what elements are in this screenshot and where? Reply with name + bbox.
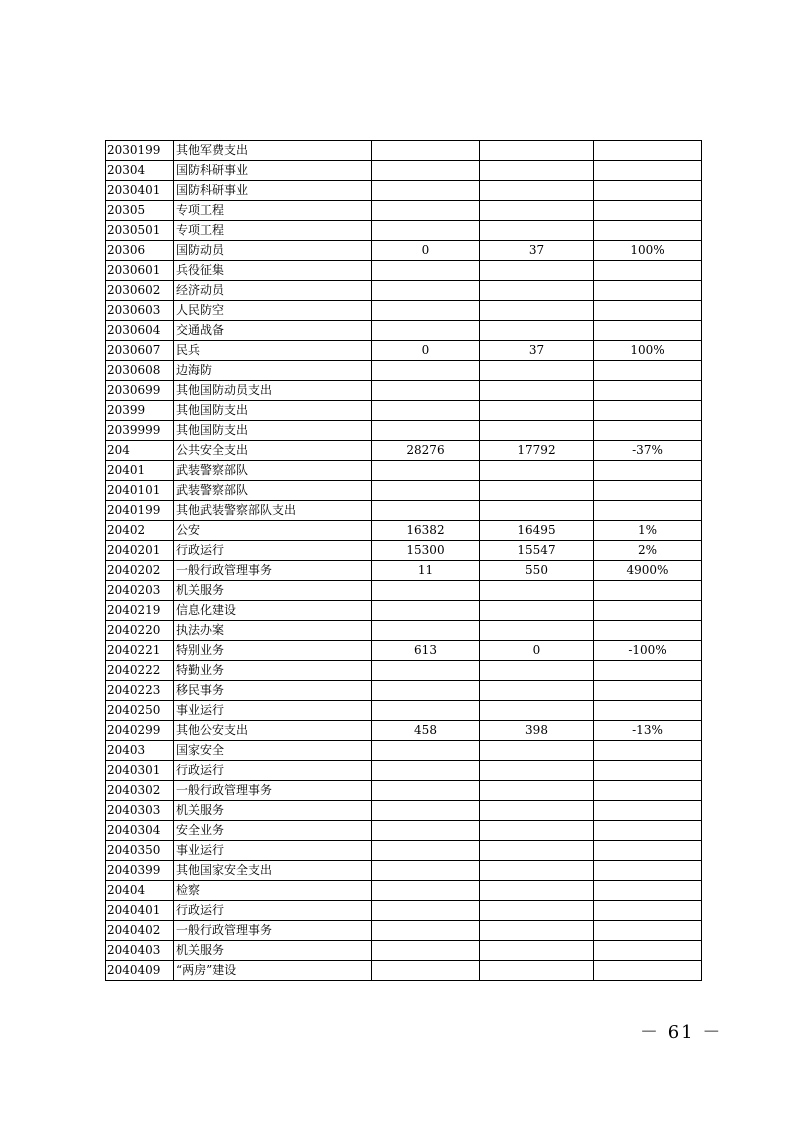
percent-cell (594, 741, 702, 761)
code-cell: 20402 (106, 521, 174, 541)
value-cell-1 (372, 961, 480, 981)
name-cell: 其他国防支出 (174, 421, 372, 441)
value-cell-1: 458 (372, 721, 480, 741)
value-cell-1 (372, 581, 480, 601)
code-cell: 2030199 (106, 141, 174, 161)
value-cell-2 (480, 361, 594, 381)
value-cell-2 (480, 221, 594, 241)
code-cell: 20399 (106, 401, 174, 421)
value-cell-1 (372, 281, 480, 301)
code-cell: 2040221 (106, 641, 174, 661)
value-cell-2 (480, 941, 594, 961)
table-row (106, 561, 702, 581)
table-row (106, 961, 702, 981)
code-cell: 20401 (106, 461, 174, 481)
name-cell: 其他公安支出 (174, 721, 372, 741)
percent-cell (594, 661, 702, 681)
table-row (106, 681, 702, 701)
percent-cell (594, 921, 702, 941)
value-cell-1: 613 (372, 641, 480, 661)
code-cell: 20404 (106, 881, 174, 901)
percent-cell (594, 601, 702, 621)
percent-cell (594, 361, 702, 381)
table-row (106, 801, 702, 821)
value-cell-1 (372, 621, 480, 641)
percent-cell (594, 961, 702, 981)
value-cell-1 (372, 161, 480, 181)
value-cell-2 (480, 321, 594, 341)
percent-cell (594, 461, 702, 481)
percent-cell (594, 141, 702, 161)
table-row (106, 381, 702, 401)
name-cell: 事业运行 (174, 841, 372, 861)
percent-cell: 2% (594, 541, 702, 561)
value-cell-2: 15547 (480, 541, 594, 561)
name-cell: 武装警察部队 (174, 461, 372, 481)
table-row (106, 341, 702, 361)
name-cell: 人民防空 (174, 301, 372, 321)
code-cell: 2040401 (106, 901, 174, 921)
table-row (106, 721, 702, 741)
value-cell-2 (480, 801, 594, 821)
value-cell-2 (480, 401, 594, 421)
value-cell-2 (480, 161, 594, 181)
table-row (106, 361, 702, 381)
name-cell: 特勤业务 (174, 661, 372, 681)
name-cell: 一般行政管理事务 (174, 781, 372, 801)
name-cell: 机关服务 (174, 801, 372, 821)
percent-cell (594, 421, 702, 441)
table-row (106, 241, 702, 261)
code-cell: 2040303 (106, 801, 174, 821)
table-row (106, 761, 702, 781)
code-cell: 20403 (106, 741, 174, 761)
value-cell-2 (480, 901, 594, 921)
name-cell: 其他国家安全支出 (174, 861, 372, 881)
percent-cell: 100% (594, 341, 702, 361)
value-cell-2 (480, 581, 594, 601)
value-cell-2 (480, 501, 594, 521)
code-cell: 2040399 (106, 861, 174, 881)
name-cell: 其他军费支出 (174, 141, 372, 161)
code-cell: 2040302 (106, 781, 174, 801)
table-row (106, 661, 702, 681)
name-cell: 国家安全 (174, 741, 372, 761)
code-cell: 2040219 (106, 601, 174, 621)
value-cell-1 (372, 841, 480, 861)
percent-cell (594, 261, 702, 281)
code-cell: 2040409 (106, 961, 174, 981)
percent-cell (594, 181, 702, 201)
name-cell: 边海防 (174, 361, 372, 381)
percent-cell: -13% (594, 721, 702, 741)
code-cell: 2030603 (106, 301, 174, 321)
name-cell: 特别业务 (174, 641, 372, 661)
name-cell: 行政运行 (174, 761, 372, 781)
table-row (106, 641, 702, 661)
name-cell: 专项工程 (174, 221, 372, 241)
table-row (106, 901, 702, 921)
table-row (106, 581, 702, 601)
value-cell-2 (480, 741, 594, 761)
value-cell-1 (372, 901, 480, 921)
value-cell-2 (480, 601, 594, 621)
value-cell-2 (480, 661, 594, 681)
value-cell-1 (372, 321, 480, 341)
name-cell: 机关服务 (174, 941, 372, 961)
code-cell: 2040223 (106, 681, 174, 701)
percent-cell (594, 881, 702, 901)
table-row (106, 601, 702, 621)
value-cell-1 (372, 401, 480, 421)
table-row (106, 781, 702, 801)
table-row (106, 541, 702, 561)
name-cell: 国防动员 (174, 241, 372, 261)
value-cell-2 (480, 421, 594, 441)
percent-cell: -100% (594, 641, 702, 661)
value-cell-1 (372, 801, 480, 821)
name-cell: 行政运行 (174, 541, 372, 561)
percent-cell (594, 201, 702, 221)
percent-cell (594, 321, 702, 341)
code-cell: 2040250 (106, 701, 174, 721)
value-cell-1 (372, 741, 480, 761)
table-row (106, 701, 702, 721)
percent-cell (594, 501, 702, 521)
value-cell-1 (372, 361, 480, 381)
code-cell: 2040202 (106, 561, 174, 581)
name-cell: 公共安全支出 (174, 441, 372, 461)
table-row (106, 321, 702, 341)
value-cell-2: 550 (480, 561, 594, 581)
value-cell-1 (372, 701, 480, 721)
value-cell-2 (480, 201, 594, 221)
value-cell-1: 15300 (372, 541, 480, 561)
value-cell-1: 28276 (372, 441, 480, 461)
code-cell: 2040199 (106, 501, 174, 521)
code-cell: 2040101 (106, 481, 174, 501)
name-cell: 武装警察部队 (174, 481, 372, 501)
value-cell-1 (372, 381, 480, 401)
code-cell: 204 (106, 441, 174, 461)
value-cell-1 (372, 221, 480, 241)
value-cell-2 (480, 621, 594, 641)
value-cell-1 (372, 681, 480, 701)
name-cell: 国防科研事业 (174, 161, 372, 181)
value-cell-1 (372, 261, 480, 281)
code-cell: 2030602 (106, 281, 174, 301)
code-cell: 2030608 (106, 361, 174, 381)
code-cell: 20304 (106, 161, 174, 181)
code-cell: 2030501 (106, 221, 174, 241)
value-cell-2 (480, 181, 594, 201)
name-cell: 专项工程 (174, 201, 372, 221)
code-cell: 2039999 (106, 421, 174, 441)
percent-cell (594, 221, 702, 241)
value-cell-2: 16495 (480, 521, 594, 541)
table-row (106, 481, 702, 501)
code-cell: 2040304 (106, 821, 174, 841)
name-cell: 国防科研事业 (174, 181, 372, 201)
value-cell-2 (480, 281, 594, 301)
value-cell-1 (372, 601, 480, 621)
value-cell-2 (480, 861, 594, 881)
value-cell-2: 398 (480, 721, 594, 741)
table-row (106, 461, 702, 481)
name-cell: 行政运行 (174, 901, 372, 921)
value-cell-1 (372, 461, 480, 481)
name-cell: 公安 (174, 521, 372, 541)
code-cell: 2040203 (106, 581, 174, 601)
code-cell: 2040301 (106, 761, 174, 781)
value-cell-1 (372, 881, 480, 901)
value-cell-2 (480, 381, 594, 401)
table-row (106, 941, 702, 961)
table-row (106, 861, 702, 881)
code-cell: 2030607 (106, 341, 174, 361)
code-cell: 2040350 (106, 841, 174, 861)
code-cell: 2030699 (106, 381, 174, 401)
value-cell-1 (372, 301, 480, 321)
code-cell: 20305 (106, 201, 174, 221)
code-cell: 2040201 (106, 541, 174, 561)
name-cell: 其他国防支出 (174, 401, 372, 421)
table-row (106, 221, 702, 241)
name-cell: 一般行政管理事务 (174, 561, 372, 581)
percent-cell (594, 801, 702, 821)
table-row (106, 821, 702, 841)
value-cell-1: 0 (372, 241, 480, 261)
percent-cell: -37% (594, 441, 702, 461)
value-cell-2 (480, 681, 594, 701)
value-cell-2 (480, 461, 594, 481)
value-cell-1 (372, 781, 480, 801)
value-cell-1 (372, 921, 480, 941)
value-cell-1 (372, 141, 480, 161)
page-number: － 61 － (640, 1022, 723, 1043)
value-cell-2 (480, 301, 594, 321)
percent-cell (594, 901, 702, 921)
name-cell: 交通战备 (174, 321, 372, 341)
value-cell-1 (372, 861, 480, 881)
table-row (106, 401, 702, 421)
percent-cell (594, 681, 702, 701)
name-cell: 其他国防动员支出 (174, 381, 372, 401)
percent-cell (594, 781, 702, 801)
value-cell-2 (480, 141, 594, 161)
name-cell: “两房”建设 (174, 961, 372, 981)
percent-cell (594, 861, 702, 881)
code-cell: 2030401 (106, 181, 174, 201)
table-row (106, 521, 702, 541)
value-cell-2 (480, 781, 594, 801)
value-cell-2 (480, 881, 594, 901)
code-cell: 2040402 (106, 921, 174, 941)
value-cell-1: 11 (372, 561, 480, 581)
value-cell-2 (480, 821, 594, 841)
budget-table (105, 140, 702, 981)
percent-cell (594, 701, 702, 721)
table-body (106, 141, 702, 981)
table-row (106, 921, 702, 941)
value-cell-2: 0 (480, 641, 594, 661)
percent-cell (594, 581, 702, 601)
code-cell: 2040299 (106, 721, 174, 741)
table-row (106, 181, 702, 201)
value-cell-1 (372, 421, 480, 441)
value-cell-1 (372, 761, 480, 781)
value-cell-2 (480, 261, 594, 281)
table-row (106, 621, 702, 641)
percent-cell (594, 401, 702, 421)
value-cell-2 (480, 701, 594, 721)
value-cell-2 (480, 961, 594, 981)
percent-cell (594, 301, 702, 321)
value-cell-1: 0 (372, 341, 480, 361)
percent-cell (594, 821, 702, 841)
value-cell-1: 16382 (372, 521, 480, 541)
percent-cell (594, 161, 702, 181)
percent-cell: 1% (594, 521, 702, 541)
value-cell-2: 37 (480, 341, 594, 361)
table-row (106, 141, 702, 161)
value-cell-1 (372, 501, 480, 521)
table-row (106, 261, 702, 281)
name-cell: 兵役征集 (174, 261, 372, 281)
name-cell: 一般行政管理事务 (174, 921, 372, 941)
name-cell: 检察 (174, 881, 372, 901)
percent-cell (594, 621, 702, 641)
name-cell: 事业运行 (174, 701, 372, 721)
table-row (106, 501, 702, 521)
code-cell: 2040222 (106, 661, 174, 681)
percent-cell (594, 761, 702, 781)
table-row (106, 441, 702, 461)
name-cell: 安全业务 (174, 821, 372, 841)
value-cell-1 (372, 481, 480, 501)
name-cell: 其他武装警察部队支出 (174, 501, 372, 521)
value-cell-2 (480, 761, 594, 781)
name-cell: 移民事务 (174, 681, 372, 701)
code-cell: 2040220 (106, 621, 174, 641)
value-cell-1 (372, 181, 480, 201)
name-cell: 执法办案 (174, 621, 372, 641)
value-cell-1 (372, 661, 480, 681)
percent-cell: 100% (594, 241, 702, 261)
table-row (106, 281, 702, 301)
name-cell: 民兵 (174, 341, 372, 361)
value-cell-2 (480, 481, 594, 501)
table-row (106, 841, 702, 861)
value-cell-1 (372, 941, 480, 961)
percent-cell (594, 941, 702, 961)
table-row (106, 741, 702, 761)
table-row (106, 161, 702, 181)
percent-cell (594, 281, 702, 301)
value-cell-1 (372, 201, 480, 221)
code-cell: 2030601 (106, 261, 174, 281)
name-cell: 信息化建设 (174, 601, 372, 621)
value-cell-2: 37 (480, 241, 594, 261)
table-row (106, 421, 702, 441)
table-row (106, 201, 702, 221)
name-cell: 经济动员 (174, 281, 372, 301)
code-cell: 2040403 (106, 941, 174, 961)
value-cell-2 (480, 841, 594, 861)
name-cell: 机关服务 (174, 581, 372, 601)
table-row (106, 881, 702, 901)
code-cell: 2030604 (106, 321, 174, 341)
value-cell-2: 17792 (480, 441, 594, 461)
percent-cell (594, 841, 702, 861)
value-cell-1 (372, 821, 480, 841)
value-cell-2 (480, 921, 594, 941)
percent-cell: 4900% (594, 561, 702, 581)
code-cell: 20306 (106, 241, 174, 261)
table-row (106, 301, 702, 321)
percent-cell (594, 381, 702, 401)
percent-cell (594, 481, 702, 501)
